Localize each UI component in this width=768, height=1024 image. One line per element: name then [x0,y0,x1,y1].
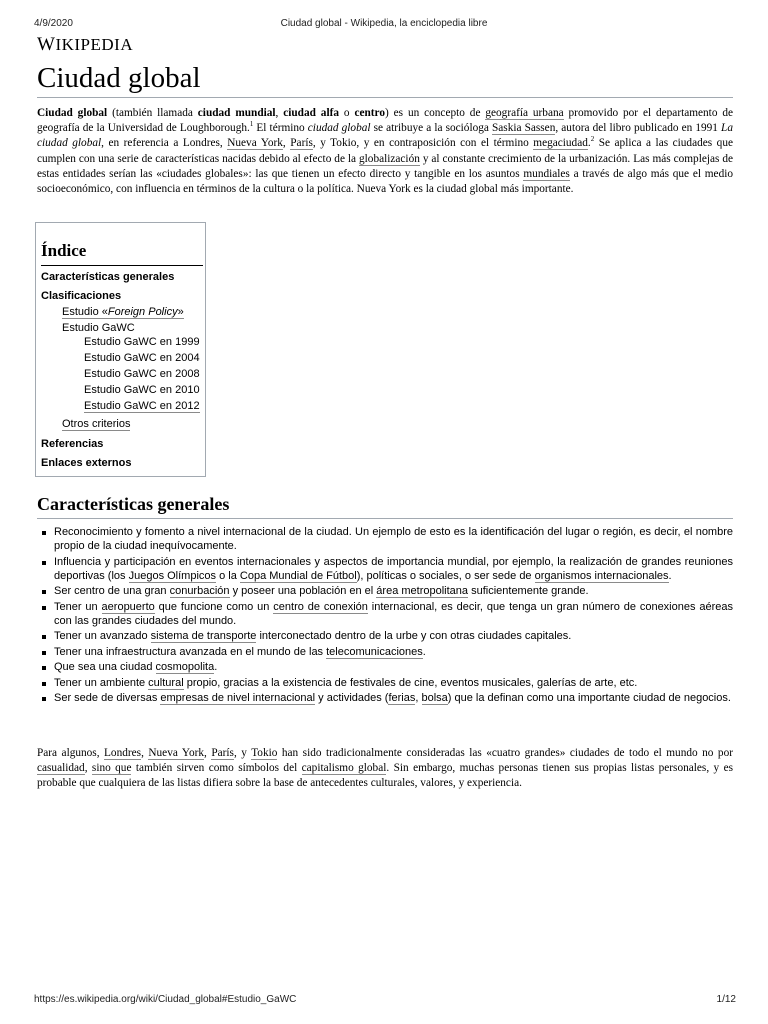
link-geografia-urbana[interactable]: geografía urbana [485,107,564,119]
link-tokio[interactable]: Tokio [251,747,278,759]
link-juegos-olimpicos[interactable]: Juegos Olímpicos [128,569,217,582]
ref-2[interactable]: 2 [590,135,595,144]
title-divider [37,97,733,98]
list-item: Tener un ambiente cultural propio, gracias a la existencia de festivales de cine, eventos musicales, galerías de arte, etc. [37,676,733,690]
bullet-icon [42,606,46,610]
list-item: Tener un aeropuerto que funcione como un centro de conexión internacional, es decir, que tenga un gran número de conexiones aéreas con las grandes ciudades del mundo. [37,600,733,628]
toc-title: Índice [41,241,87,260]
link-paris-2[interactable]: París [211,747,234,759]
page-number: 1/12 [716,994,736,1005]
toc-item-enlaces-externos[interactable]: Enlaces externos [41,457,132,469]
toc-item-otros-criterios[interactable]: Otros criterios [62,418,131,430]
print-document-title: Ciudad global - Wikipedia, la enciclopedia libre [280,18,488,29]
link-copa-mundial[interactable]: Copa Mundial de Fútbol [239,569,357,582]
list-item: Ser centro de una gran conurbación y poseer una población en el área metropolitana suficientemente grande. [37,584,733,598]
bullet-icon [42,682,46,686]
bullet-icon [42,531,46,535]
bullet-icon [42,666,46,670]
link-cultural[interactable]: cultural [148,676,184,689]
table-of-contents [35,222,206,477]
intro-paragraph: Ciudad global (también llamada ciudad mundial, ciudad alfa o centro) es un concepto de geografía urbana promovido por el departamento de geografía de la Universidad de Loughborough.$^1$ El término ciudad global se atribuye a la socióloga Saskia Sassen, autora del libro publicado en 1991 La ciudad global, en referencia a Londres, Nueva York, París, y Tokio, y en contraposición con el término megaciudad.$^2$ Se aplica a las ciudades que cumplen con una serie de características nacidas debido al efecto de la globalización y al constante crecimiento de la urbanización. Las más complejas de estas entidades serían las «ciudades globales»: las que tienen un efecto directo y tangible en los asuntos mundiales a través de algo más que el medio socioeconómico, con influencia en términos de la cultura o la política. Nueva York es la ciudad global más importante. [37,107,734,196]
list-item: Tener una infraestructura avanzada en el mundo de las telecomunicaciones. [37,645,733,659]
link-aeropuerto[interactable]: aeropuerto [101,600,155,613]
link-londres[interactable]: Londres [104,747,142,759]
bullet-icon [42,697,46,701]
logo-initial: W [37,34,56,55]
section-divider [37,518,733,519]
bullet-icon [42,590,46,594]
link-ferias[interactable]: ferias [388,692,416,704]
list-item: Influencia y participación en eventos internacionales y aspectos de importancia mundial, por ejemplo, la realización de grandes reuniones deportivas (los Juegos Olímpicos o la Copa Mundial de Fútbol), políticas o sociales, o ser sede de organismos internacionales. [37,555,733,583]
bullet-icon [42,651,46,655]
toc-item-gawc-1999[interactable]: Estudio GaWC en 1999 [84,336,200,348]
link-mundiales[interactable]: mundiales [523,167,570,180]
link-telecomunicaciones[interactable]: telecomunicaciones [326,645,423,658]
link-casualidad[interactable]: casualidad [37,762,85,775]
toc-item-gawc-2012[interactable]: Estudio GaWC en 2012 [84,400,200,412]
list-item: Tener un avanzado sistema de transporte interconectado dentro de la urbe y con otras ciudades capitales. [37,629,733,643]
link-empresas-internacionales[interactable]: empresas de nivel internacional [160,692,316,704]
link-capitalismo-global[interactable]: capitalismo global [301,762,387,775]
characteristics-list [37,525,733,707]
list-item: Ser sede de diversas empresas de nivel internacional y actividades (ferias, bolsa) que la definan como una importante ciudad de negocios. [37,691,733,705]
link-organismos-internacionales[interactable]: organismos internacionales [534,569,669,582]
logo-rest: IKIPEDIA [55,35,134,54]
toc-item-caracteristicas[interactable]: Características generales [41,271,175,283]
print-footer [0,994,768,1014]
list-item: Reconocimiento y fomento a nivel internacional de la ciudad. Un ejemplo de esto es la identificación del lugar o región, es decir, el nombre propio de la ciudad inequívocamente. [37,525,733,553]
section-heading-caracteristicas: Características generales [37,494,230,514]
toc-item-gawc-2004[interactable]: Estudio GaWC en 2004 [84,352,200,364]
link-nueva-york[interactable]: Nueva York [227,137,283,150]
link-centro-de-conexion[interactable]: centro de conexión [273,600,368,613]
list-item: Que sea una ciudad cosmopolita. [37,660,733,674]
toc-item-gawc-2010[interactable]: Estudio GaWC en 2010 [84,384,200,396]
link-bolsa[interactable]: bolsa [421,692,448,704]
link-area-metropolitana[interactable]: área metropolitana [376,585,469,597]
toc-divider [41,265,203,266]
page-title: Ciudad global [37,62,201,94]
bullet-icon [42,561,46,565]
link-nueva-york-2[interactable]: Nueva York [148,747,205,759]
link-conurbacion[interactable]: conurbación [169,585,230,597]
bullet-icon [42,635,46,639]
link-sino-que[interactable]: sino que [91,762,132,775]
wikipedia-logo[interactable] [37,34,133,56]
link-globalizacion[interactable]: globalización [359,152,420,165]
ref-1[interactable]: 1 [249,120,254,129]
toc-item-gawc-2008[interactable]: Estudio GaWC en 2008 [84,368,200,380]
link-paris[interactable]: París [290,137,313,150]
toc-item-estudio-gawc[interactable]: Estudio GaWC [62,322,135,334]
link-sistema-de-transporte[interactable]: sistema de transporte [150,630,257,642]
toc-item-referencias[interactable]: Referencias [41,438,104,450]
toc-item-clasificaciones[interactable]: Clasificaciones [41,290,122,302]
toc-item-foreign-policy[interactable]: Estudio «Foreign Policy» [62,306,184,318]
link-cosmopolita[interactable]: cosmopolita [155,661,215,673]
print-date: 4/9/2020 [34,18,73,29]
link-megaciudad[interactable]: megaciudad [533,137,588,150]
intro-term: Ciudad global [37,107,108,119]
link-saskia-sassen[interactable]: Saskia Sassen [492,122,556,135]
closing-paragraph: Para algunos, Londres, Nueva York, París, y Tokio han sido tradicionalmente consideradas las «cuatro grandes» ciudades de todo el mundo no por casualidad, sino que también sirven como símbolos del capitalismo global. Sin embargo, muchas personas tienen sus propias listas personales, y es probable que cualquiera de las listas difiera sobre la base de antecedentes culturales, valores, y experiencia. [37,747,734,790]
print-url: https://es.wikipedia.org/wiki/Ciudad_global#Estudio_GaWC [34,994,297,1005]
print-header [0,0,768,30]
